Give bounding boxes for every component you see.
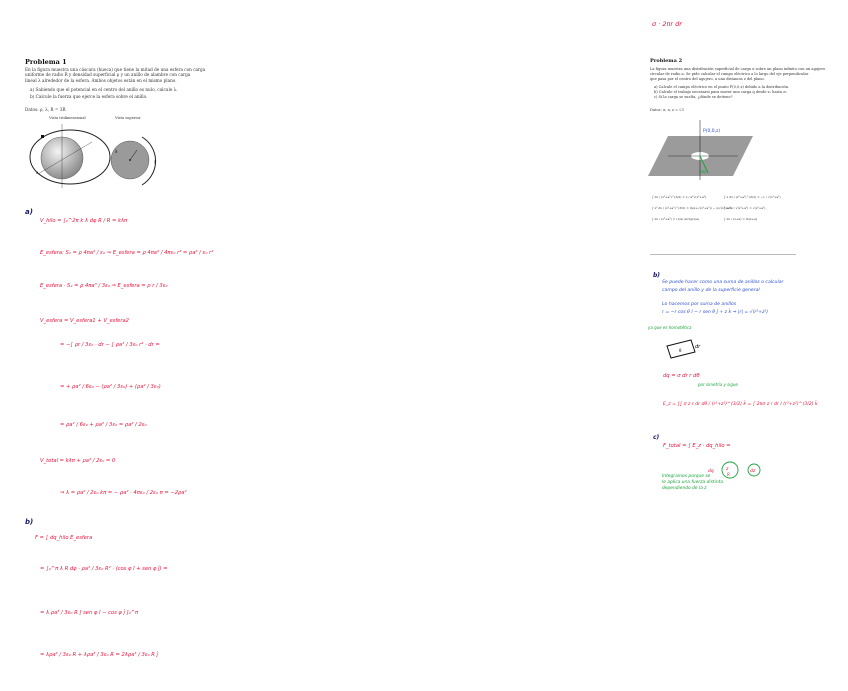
integral-item: ∫ dx / (x²+a²) = (1/a) arctg(x/a) [652, 217, 700, 221]
page-divider [650, 254, 796, 255]
right-green-note: ya que es homotética [648, 325, 692, 330]
problem-2-title: Problema 2 [650, 58, 683, 64]
integral-item: ∫ x dx / √(x²+a²) = √(x²+a²) [724, 206, 766, 210]
green-bottom-line: Integramos porque se [662, 474, 711, 479]
statement-line: uniforme de radio R y densidad superficial ρ y un anillo de alambre con carga [25, 72, 191, 78]
circled-dq: dq [708, 469, 714, 474]
point-p-label: P(0,0,z) [703, 129, 721, 134]
part-a-line-3: E_esfera · S₂ = ρ 4πa³ / 3ε₀ ⇒ E_esfera = ρ r / 3ε₀ [40, 283, 168, 289]
part-a-line-6: = + ρa² / 6ε₀ − (ρa² / 3ε₀) + (ρa² / 3ε₀) [60, 384, 161, 390]
e-z-line: E_z = ∫∫ σ z r dr dθ / (r²+z²)^(3/2) k̂ = ∫ 2πσ z r dr / (r²+z²)^(3/2) k̂ [663, 402, 818, 407]
symmetry-note: por simetría y sigue [698, 382, 738, 387]
theta-label: θ [679, 348, 682, 353]
right-blue-line-1: Se puede hacer como una suma de anillos o calcular [662, 280, 784, 285]
lambda-label: λ [115, 149, 118, 154]
green-bottom-line: le aplica una fuerza distinta [662, 480, 724, 485]
statement-line: que pasa por el centro del agujero, a una distancia z del plano. [650, 77, 765, 81]
integral-item: ∫ x² dx / (x²+a²)^(3/2) = ln(x+√(x²+a²)) − x/√(x²+a²) [652, 206, 732, 210]
integral-item: ∫ dx / (x+a) = ln(x+a) [724, 217, 758, 221]
problem-2-data: Datos: σ, a, z = √3 [650, 108, 684, 112]
question-a: a) Sabiendo que el potencial en el centro del anillo es nulo, calcule λ. [30, 87, 178, 92]
problem-2-questions [654, 85, 789, 100]
part-a-line-9: ⇒ λ = ρa² / 2ε₀ kπ = − ρa² · 4πε₀ / 2ε₀ π = −2ρa² [60, 490, 187, 496]
circled-r: R [727, 472, 730, 477]
question-c: c) Si la carga se suelta, ¿dónde se detiene? [654, 95, 733, 99]
part-a-line-4: V_esfera = V_esfera1 + V_esfera2 [40, 318, 129, 324]
top-note: σ · 2πr dr [652, 20, 682, 28]
axis-x-label: x [36, 170, 39, 175]
c-line: F_total = ∫ E_z · dq_hilo = [663, 443, 731, 449]
part-b-line-3: = λ ρa³ / 3ε₀ R [ sen φ î − cos φ ĵ ]₀^π [40, 610, 139, 616]
part-b-line-4: = λρa³ / 3ε₀ R + λρa³ / 3ε₀ R = 2λρa³ / 3ε₀ R ĵ [40, 652, 158, 658]
problem-1-data: Datos: ρ, λ, R = 3R [25, 107, 66, 112]
dr-label: dr [695, 344, 701, 350]
statement-line: La figura muestra una distribución superficial de carga σ sobre un plano infinito con un agujero [650, 67, 826, 71]
axis-y-label: y [154, 159, 157, 164]
right-b-label: b) [653, 272, 661, 279]
problem-1-statement [25, 67, 205, 83]
sphere-ring-3d-figure [28, 124, 108, 194]
question-b: b) Calcule el trabajo necesario para mover una carga q desde z₁ hasta z₂. [654, 90, 788, 94]
circled-z: z [726, 467, 729, 472]
integral-item: ∫ dx / (x²+a²)^(3/2) = x / a²√(x²+a²) [652, 195, 707, 199]
dq-line: dq = σ dr r dθ [663, 373, 700, 379]
green-bottom-note [662, 474, 723, 492]
sphere-ring-top-figure [110, 133, 160, 188]
ring-element-sketch [665, 336, 705, 360]
question-b: b) Calcule la fuerza que ejerce la esfera sobre el anillo. [30, 94, 148, 100]
part-a-line-7: = ρa² / 6ε₀ + ρa² / 3ε₀ = ρa² / 2ε₀ [60, 422, 147, 428]
problem-1-questions [30, 87, 178, 100]
part-b-line-1: F = ∫ dq_hilo E_esfera [35, 535, 93, 541]
part-a-line-8: V_total = kλπ + ρa² / 2ε₀ = 0 [40, 458, 116, 464]
part-b-label: b) [25, 518, 34, 526]
view-label-top: Vista superior [115, 116, 141, 120]
right-blue-line-4: r = −r cos θ î − r sen θ ĵ + z k̂ ⇒ |r| = √(r²+z²) [662, 310, 769, 315]
part-a-line-2: E_esfera: S₁ = ρ 4πa² / ε₀ ⇒ E_esfera = ρ 4πa² / 4πε₀ r² = ρa² / ε₀ r² [40, 250, 214, 256]
right-blue-line-3: Lo hacemos por suma de anillos [662, 302, 737, 307]
problem-2-statement [650, 67, 825, 82]
question-a: a) Calcule el campo eléctrico en el punto P(0,0,z) debido a la distribución. [654, 85, 790, 89]
plane-with-hole-figure [648, 118, 758, 183]
statement-line: lineal λ alrededor de la esfera. Ambos objetos están en el mismo plano. [25, 77, 177, 83]
integral-item: ∫ x dx / (x²+a²)^(3/2) = −1 / √(x²+a²) [724, 195, 781, 199]
circled-dz: dz [750, 469, 756, 474]
part-b-line-2: = ∫₀^π λ R dφ · ρa³ / 3ε₀ R² · (cos φ î + sen φ ĵ) = [40, 566, 168, 572]
right-c-label: c) [653, 434, 660, 441]
statement-line: En la figura muestra una cáscara (hueca) que tiene la mitad de una esfera con carga [25, 67, 206, 72]
part-a-line-5: = −∫ ρr / 3ε₀ · dr − ∫ ρa³ / 3ε₀ r² · dr = [60, 342, 160, 348]
part-a-label: a) [25, 208, 33, 216]
problem-1-title: Problema 1 [25, 58, 67, 66]
view-label-3d: Vista tridimensional [49, 116, 86, 120]
dq-label: dq [700, 170, 706, 175]
green-bottom-line: dependiendo de la z [662, 486, 707, 491]
part-a-line-1: V_hilo = ∫₀^2π k λ dφ R / R = kλπ [40, 218, 128, 224]
right-blue-line-2: campo del anillo y de la superficie general [662, 288, 760, 293]
integral-table [652, 195, 792, 222]
statement-line: circular de radio a. Se pide calcular el campo eléctrico a lo largo del eje perpendicular [650, 72, 809, 76]
